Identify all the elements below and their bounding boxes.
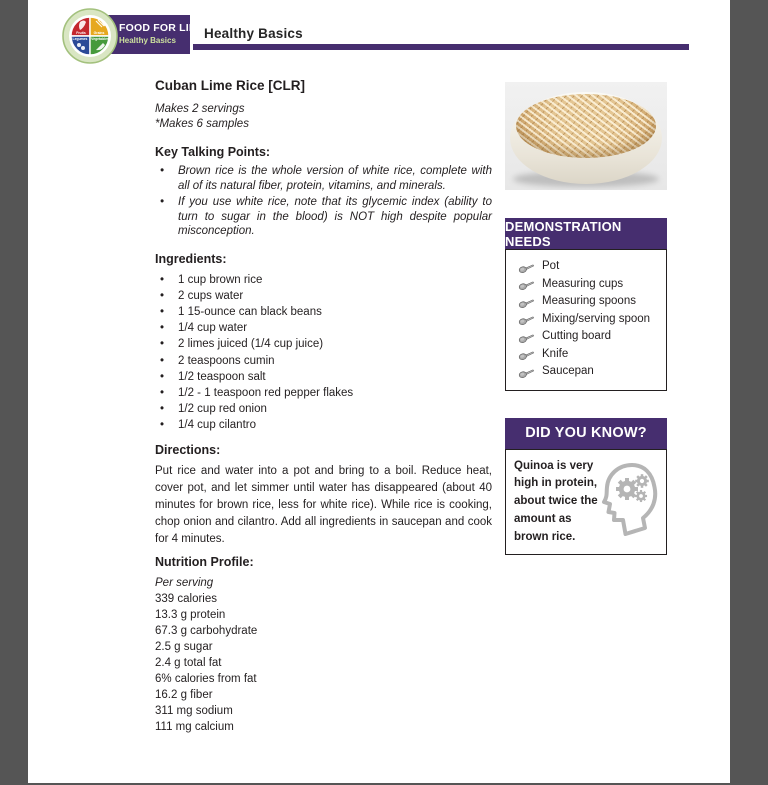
logo-quadrant-label-vegetables: Vegetables [91, 37, 109, 41]
gear-small-bottom [635, 489, 647, 501]
recipe-title: Cuban Lime Rice [CLR] [155, 78, 306, 93]
nutrition-item: 2.4 g total fat [155, 656, 222, 669]
spoon-icon [518, 295, 535, 309]
header-rule [193, 44, 689, 50]
did-you-know-header: DID YOU KNOW? [505, 418, 667, 449]
page-title: Healthy Basics [204, 26, 303, 41]
spoon-icon [518, 365, 535, 379]
spoon-icon [518, 277, 535, 291]
demonstration-needs-item [518, 328, 662, 346]
demonstration-needs-header: DEMONSTRATION NEEDS [505, 218, 667, 249]
ingredient-item: • 1/2 - 1 teaspoon red pepper flakes [155, 385, 492, 401]
did-you-know-text: Quinoa is very high in protein, about twice the amount as brown rice. [514, 459, 598, 543]
demonstration-needs-label: Saucepan [542, 365, 594, 377]
recipe-content [155, 70, 492, 735]
ingredient-item: • 1/4 cup cilantro [155, 417, 492, 433]
demonstration-needs-item [518, 293, 662, 311]
demonstration-needs-item [518, 346, 662, 364]
demonstration-needs-box [505, 249, 667, 391]
demonstration-needs-item [518, 258, 662, 276]
spoon-icon [518, 312, 535, 326]
recipe-servings: Makes 2 servings [155, 103, 245, 115]
spoon-icon [518, 330, 535, 344]
ingredient-item: • 1/2 cup red onion [155, 401, 492, 417]
directions-heading: Directions: [155, 442, 221, 457]
demonstration-needs-item [518, 363, 662, 381]
did-you-know-box [505, 449, 667, 556]
demonstration-needs-label: Mixing/serving spoon [542, 312, 651, 325]
ingredients-heading: Ingredients: [155, 251, 227, 266]
logo-quadrant-label-legumes: Legumes [72, 37, 88, 41]
gear-small-top [635, 474, 649, 488]
ingredient-item: • 2 cups water [155, 288, 492, 304]
talking-point-item: • Brown rice is the whole version of white rice, complete with all of its natural fiber, protein, vitamins, and minerals. [155, 164, 492, 193]
directions-text: Put rice and water into a pot and bring to a boil. Reduce heat, cover pot, and let simmer until water has disappeared (about 40 minutes for brown rice, less for white rice). While rice is cooking, chop onion and cilantro. Add all ingredients in saucepan and cook for 4 minutes. [155, 464, 492, 545]
talking-points-heading: Key Talking Points: [155, 145, 271, 159]
rice-mound [516, 94, 656, 158]
nutrition-item: 16.2 g fiber [155, 688, 213, 701]
ingredient-item: • 2 limes juiced (1/4 cup juice) [155, 336, 492, 352]
ingredient-item: • 1 15-ounce can black beans [155, 304, 492, 320]
nutrition-item: 67.3 g carbohydrate [155, 624, 258, 637]
demonstration-needs-label: Measuring spoons [542, 295, 636, 307]
brown-rice-bowl-photo [505, 82, 667, 190]
demonstration-needs-label: Measuring cups [542, 277, 624, 290]
demonstration-needs-label: Cutting board [542, 330, 612, 342]
logo-quadrant-label-grains: Grains [93, 31, 105, 35]
nutrition-item: 13.3 g protein [155, 608, 226, 621]
demonstration-needs-label: Knife [542, 347, 569, 360]
demonstration-needs-item [518, 311, 662, 329]
talking-point-item: • If you use white rice, note that its glycemic index (ability to turn to sugar in the blood) is NOT high despite popular misconception. [155, 195, 492, 239]
ingredient-item: • 2 teaspoons cumin [155, 353, 492, 369]
spoon-icon [518, 260, 535, 274]
nutrition-heading: Nutrition Profile: [155, 554, 254, 569]
demonstration-needs-label: Pot [542, 260, 560, 272]
nutrition-item: 339 calories [155, 592, 218, 605]
ingredient-item: • 1/4 cup water [155, 320, 492, 336]
ingredient-item: • 1 cup brown rice [155, 272, 492, 288]
logo-quadrant-label-fruits: Fruits [76, 31, 86, 35]
nutrition-item: 2.5 g sugar [155, 640, 213, 653]
spoon-icon [518, 347, 535, 361]
food-for-life-plate-logo-icon [62, 8, 118, 64]
nutrition-item: 111 mg calcium [155, 720, 234, 733]
nutrition-item: 311 mg sodium [155, 704, 233, 717]
nutrition-list [155, 591, 492, 735]
head-with-gears-icon [598, 460, 662, 545]
document-page [28, 0, 730, 783]
brand-subtitle: Healthy Basics [119, 36, 176, 45]
demonstration-needs-item [518, 276, 662, 294]
talking-points-list [155, 164, 492, 239]
sidebar [505, 82, 667, 555]
per-serving-label: Per serving [155, 576, 214, 589]
ingredients-list [155, 272, 492, 434]
brand-name: FOOD FOR LIFE [119, 22, 203, 34]
recipe-samples: *Makes 6 samples [155, 118, 249, 130]
ingredient-item: • 1/2 teaspoon salt [155, 369, 492, 385]
nutrition-item: 6% calories from fat [155, 672, 257, 685]
